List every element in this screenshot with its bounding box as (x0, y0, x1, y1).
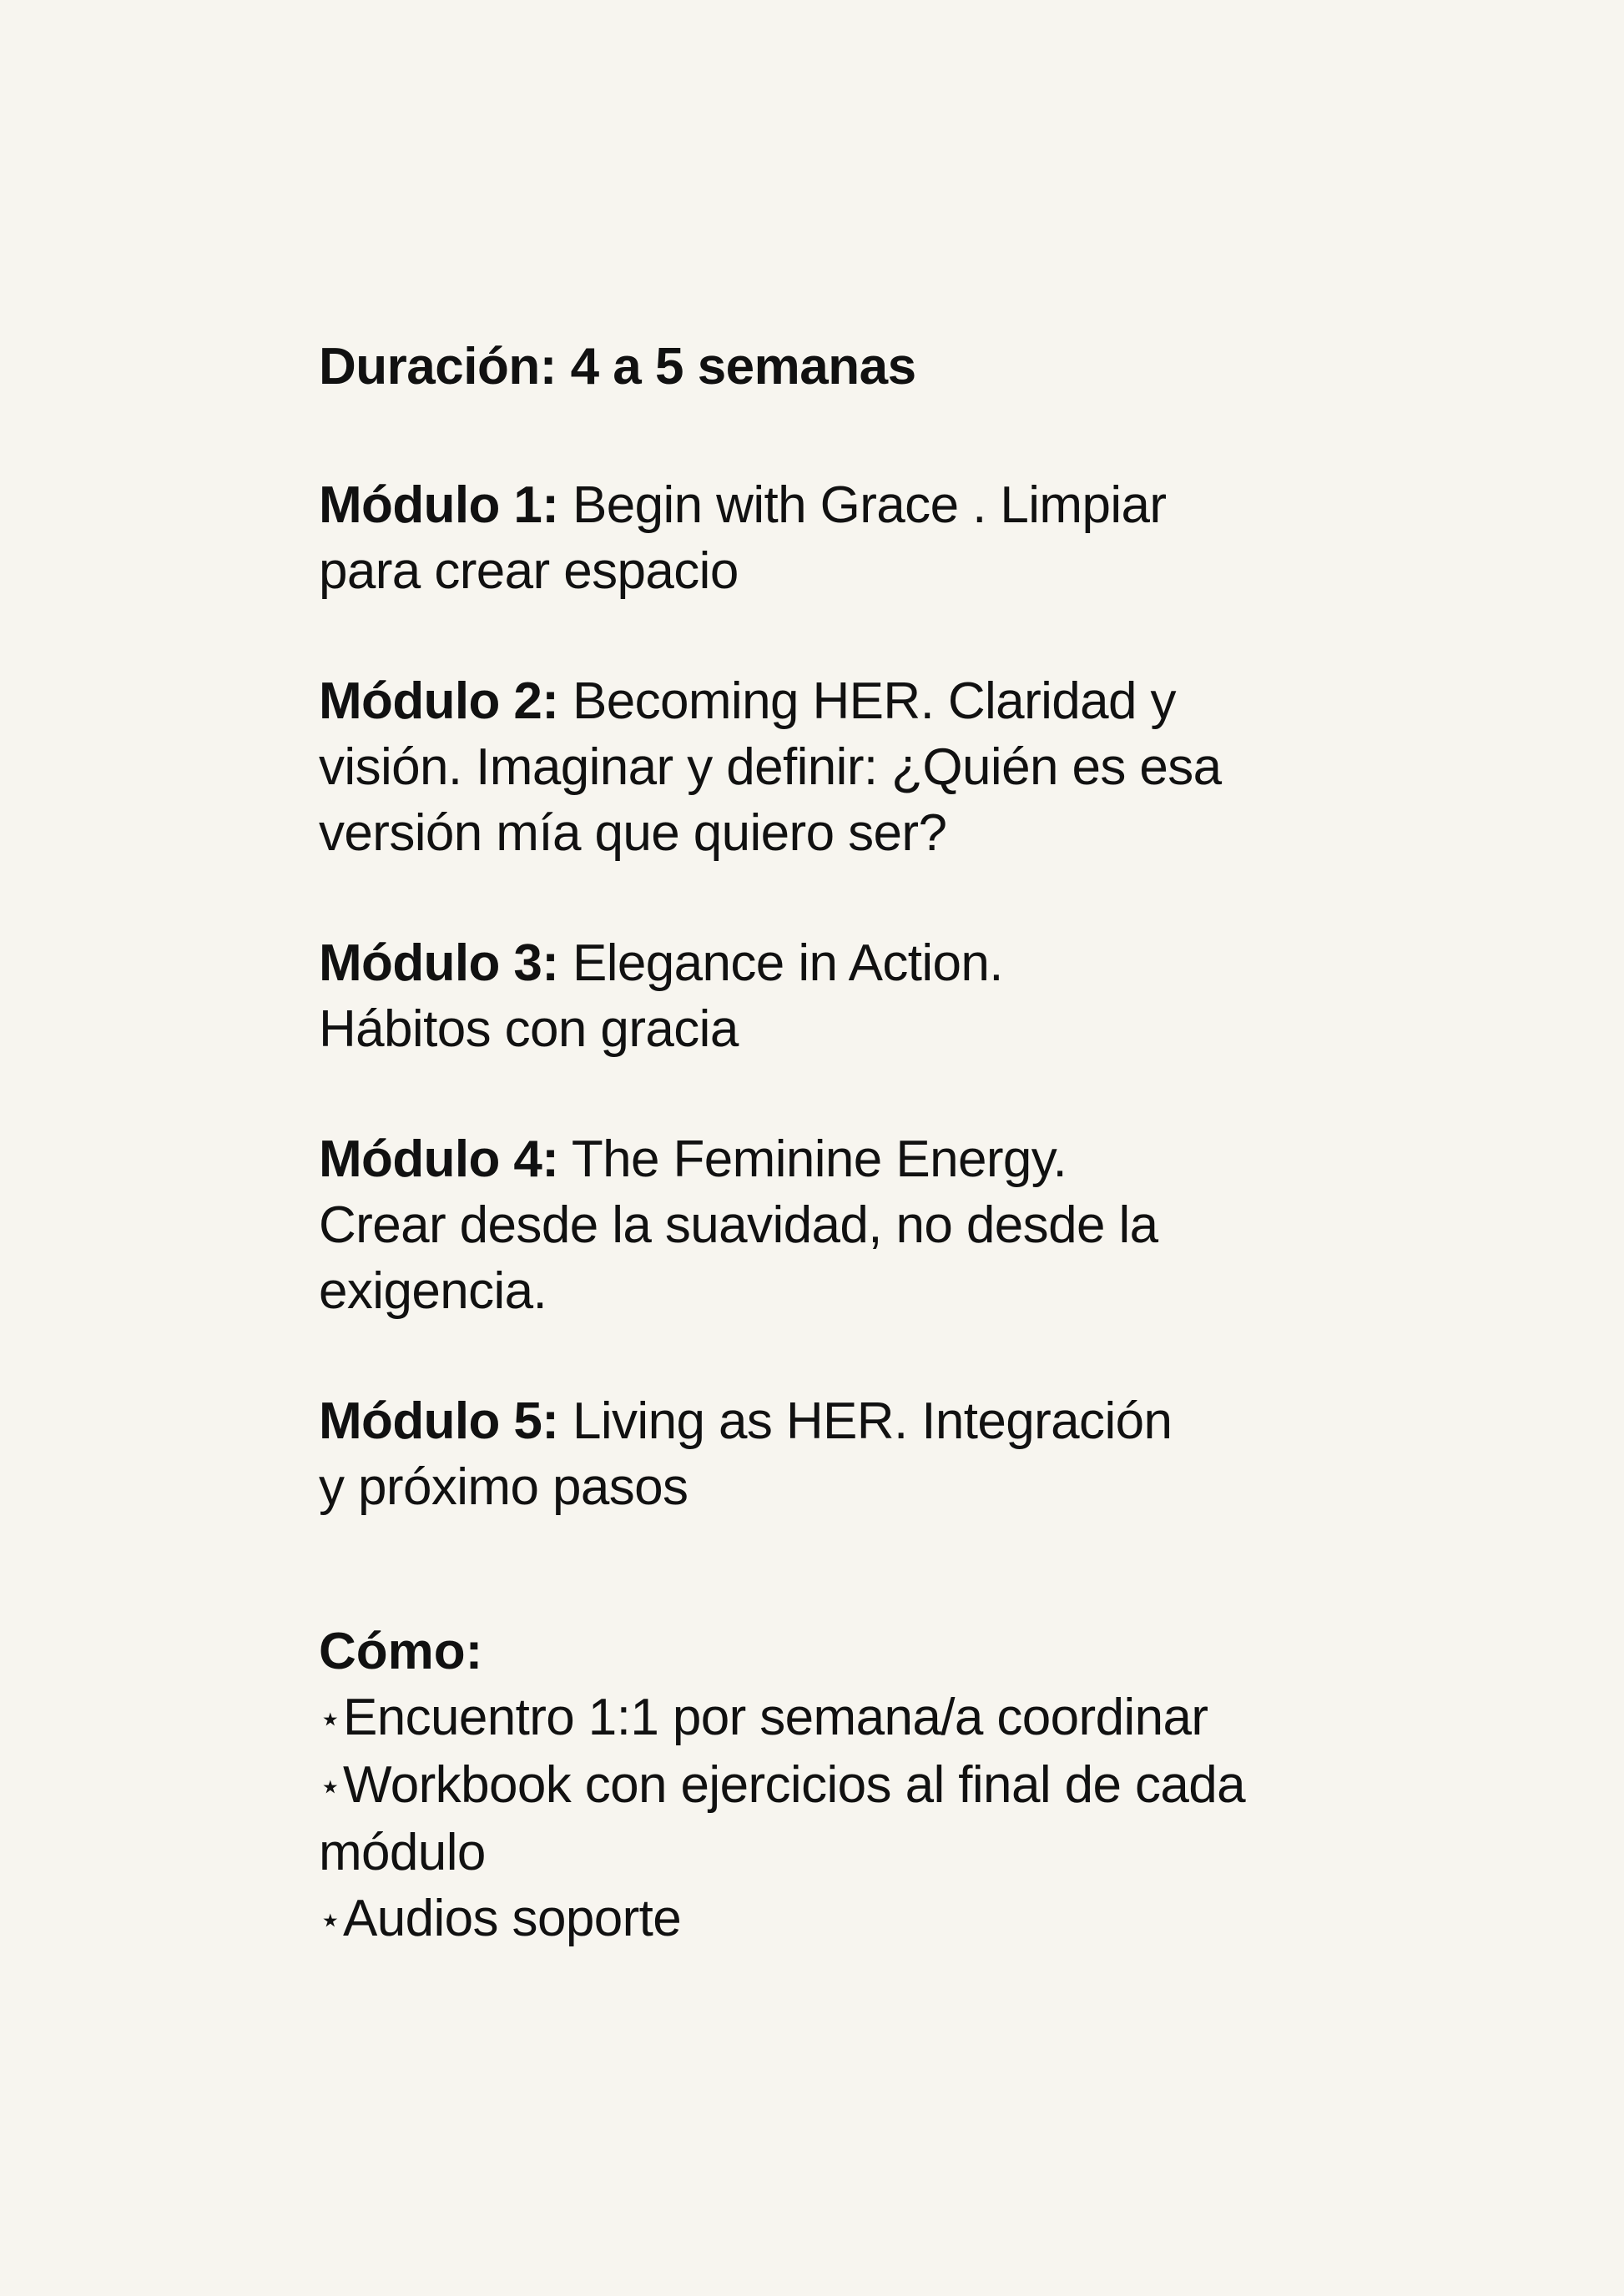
module-2-line-3: versión mía que quiero ser? (319, 804, 947, 862)
como-item-1 (319, 1684, 1404, 1752)
modules-list (319, 472, 1404, 1520)
module-4-line-2: Crear desde la suavidad, no desde la (319, 1196, 1158, 1254)
module-4 (319, 1126, 1404, 1324)
module-1-line-2: para crear espacio (319, 542, 739, 600)
como-item-3-line-1: Audios soporte (342, 1890, 682, 1947)
module-1 (319, 472, 1404, 604)
module-2-label: Módulo 2: (319, 672, 559, 730)
module-5-line-2: y próximo pasos (319, 1458, 688, 1516)
module-3 (319, 930, 1404, 1062)
como-item-2 (319, 1752, 1404, 1886)
como-list (319, 1684, 1404, 1953)
module-4-label: Módulo 4: (319, 1130, 559, 1188)
como-section (319, 1619, 1404, 1953)
module-2-line-1: Becoming HER. Claridad y (558, 672, 1176, 730)
module-5 (319, 1388, 1404, 1520)
module-1-line-1: Begin with Grace . Limpiar (558, 476, 1167, 534)
module-5-label: Módulo 5: (319, 1392, 559, 1450)
module-1-label: Módulo 1: (319, 476, 559, 534)
duration-heading: Duración: 4 a 5 semanas (319, 338, 916, 395)
module-3-line-2: Hábitos con gracia (319, 1000, 739, 1058)
como-item-3 (319, 1886, 1404, 1953)
module-2-line-2: visión. Imaginar y definir: ¿Quién es esa (319, 738, 1222, 796)
module-3-label: Módulo 3: (319, 934, 559, 992)
module-4-line-1: The Feminine Energy. (558, 1130, 1067, 1188)
como-item-2-line-1: Workbook con ejercicios al final de cada (342, 1756, 1246, 1814)
document-page (319, 334, 1404, 1953)
star-bullet-icon: ⋆ (319, 1699, 341, 1740)
star-bullet-icon: ⋆ (319, 1900, 341, 1941)
como-title: Cómo: (319, 1623, 483, 1680)
module-3-line-1: Elegance in Action. (558, 934, 1003, 992)
module-5-line-1: Living as HER. Integración (558, 1392, 1173, 1450)
module-4-line-3: exigencia. (319, 1262, 547, 1320)
como-item-2-line-2: módulo (319, 1824, 486, 1881)
module-2 (319, 668, 1404, 866)
star-bullet-icon: ⋆ (319, 1766, 341, 1807)
como-item-1-line-1: Encuentro 1:1 por semana/a coordinar (342, 1689, 1208, 1746)
